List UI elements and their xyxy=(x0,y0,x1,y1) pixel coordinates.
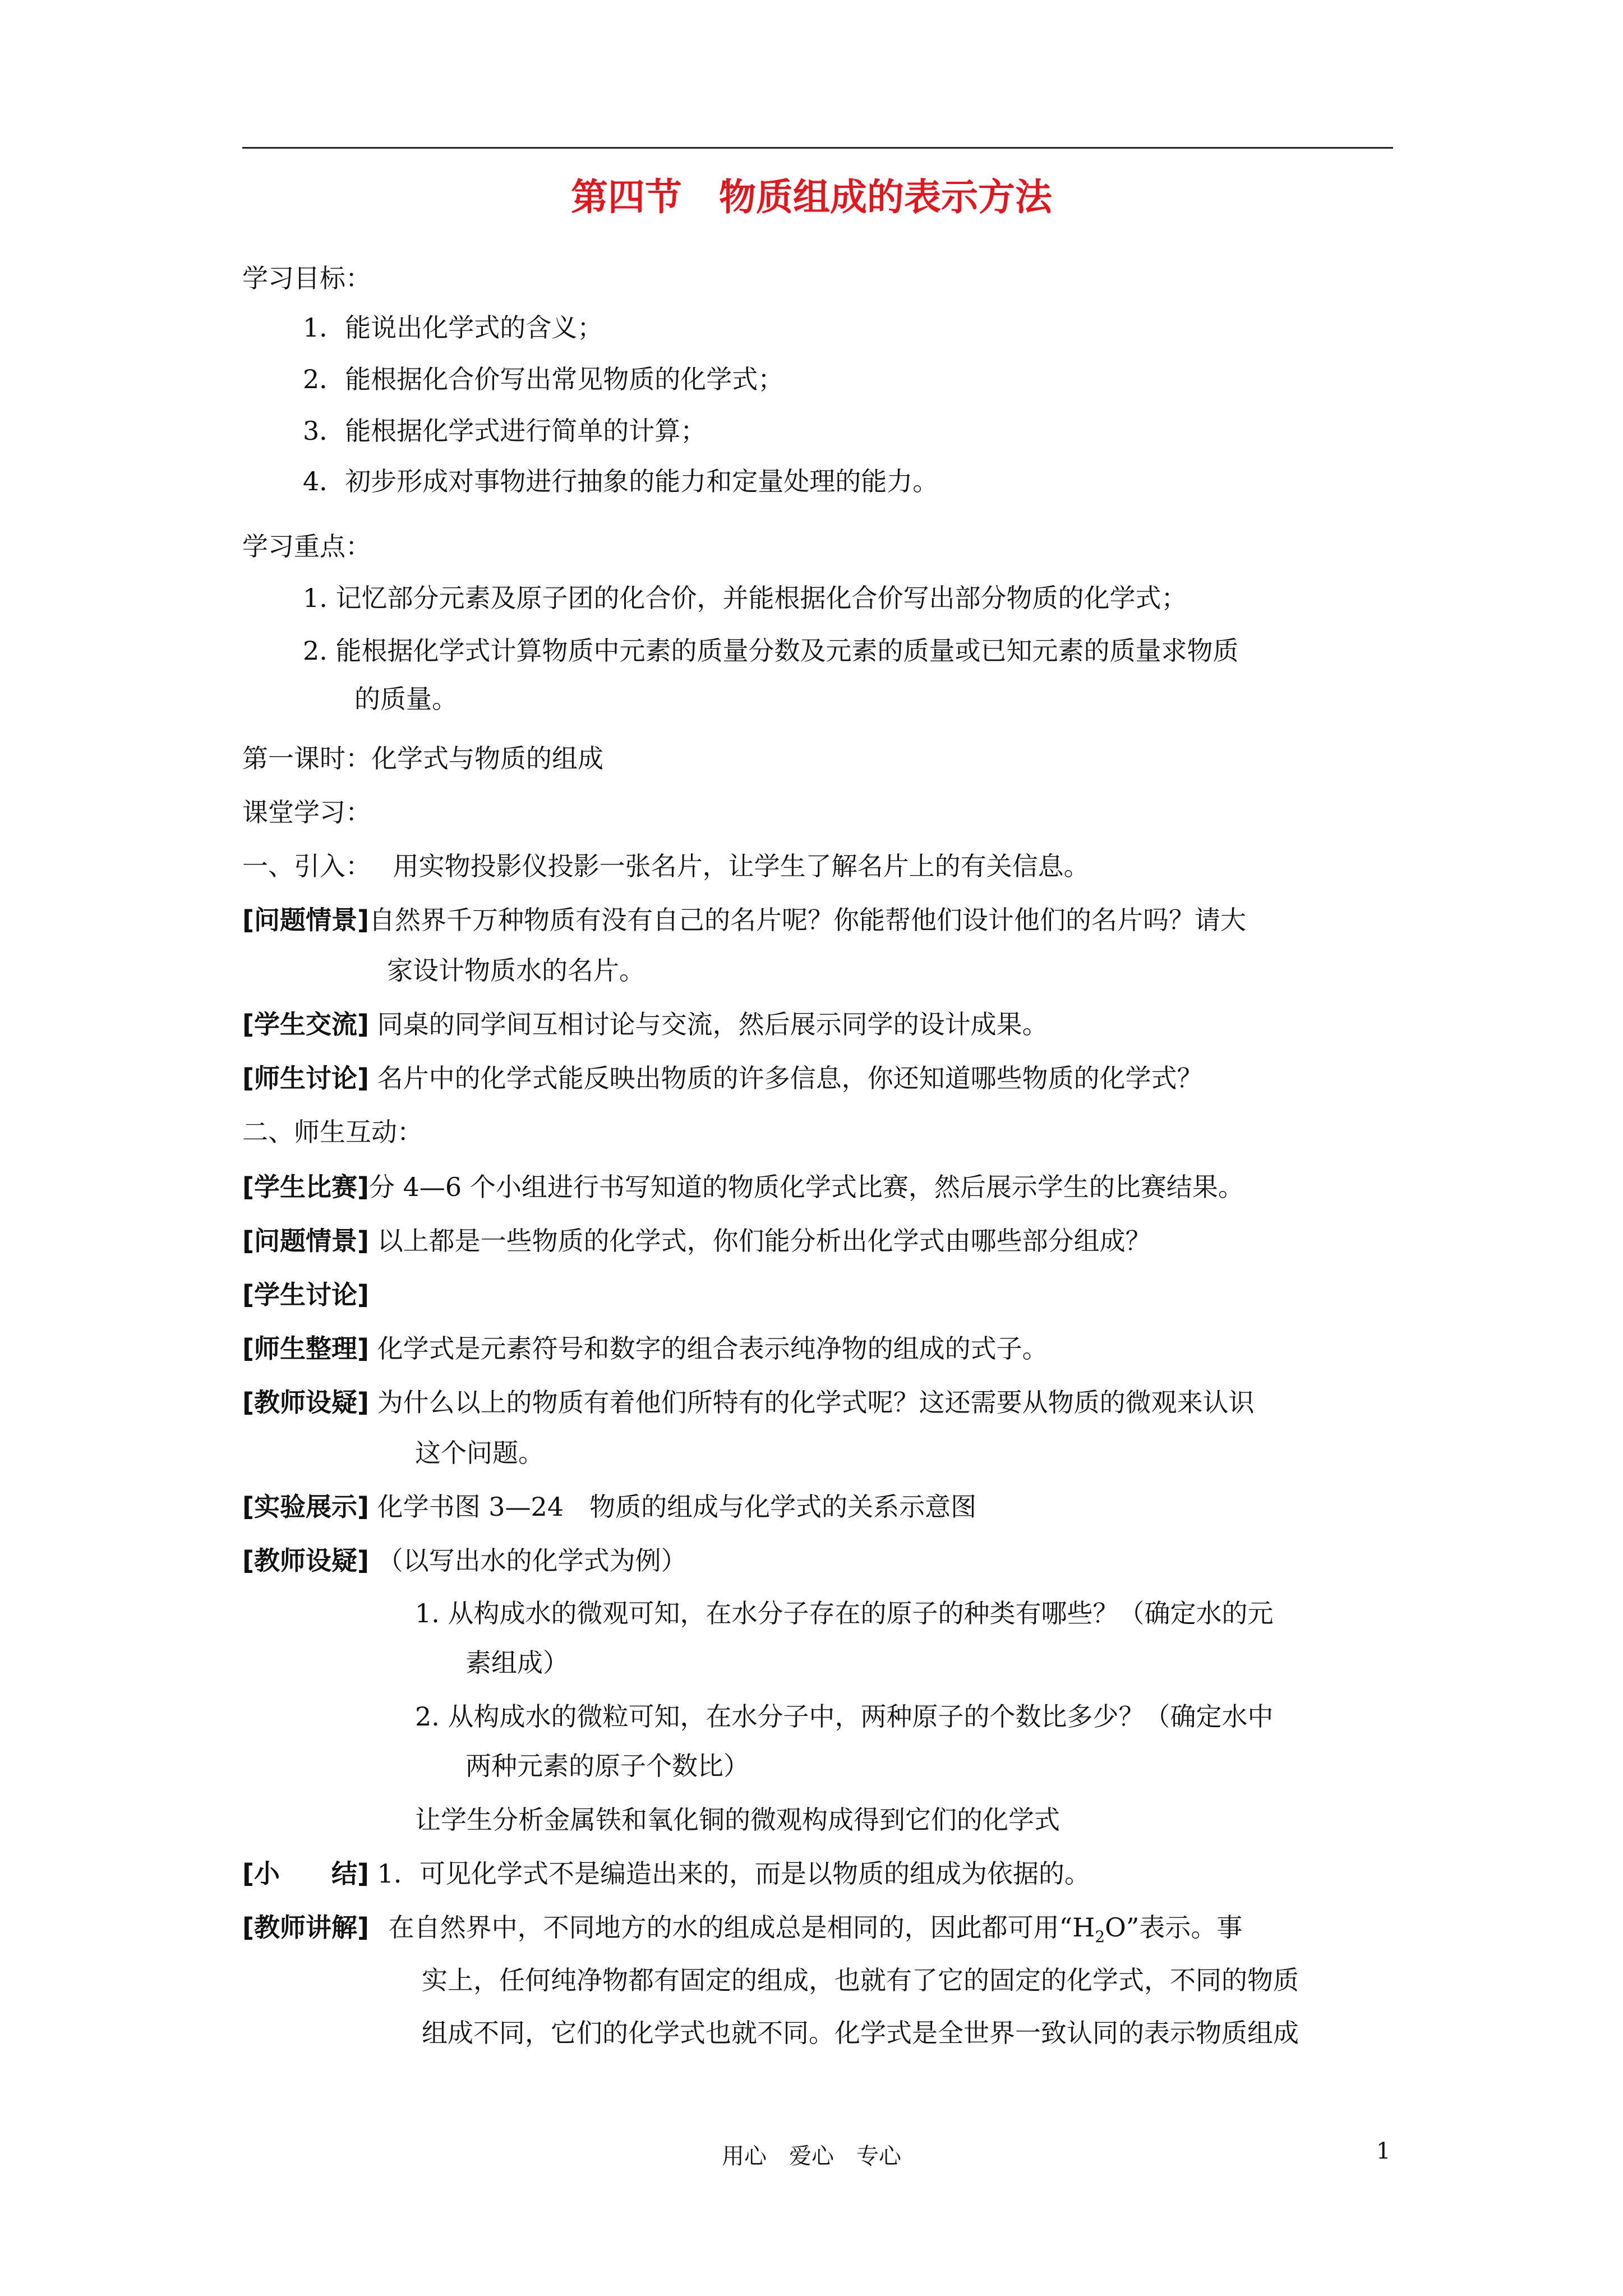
s5-line xyxy=(242,1221,1151,1258)
s12-tag: [教师讲解] xyxy=(242,1912,370,1943)
s11-text: 1．可见化学式不是编造出来的，而是以物质的组成为依据的。 xyxy=(377,1858,1090,1889)
s12-line xyxy=(242,1907,1242,1946)
s10-q1-cont: 素组成） xyxy=(465,1648,569,1678)
s8-text: 为什么以上的物质有着他们所特有的化学式呢？这还需要从物质的微观来认识 xyxy=(377,1387,1255,1418)
interaction-heading: 二、师生互动： xyxy=(242,1117,423,1147)
page-number: 1 xyxy=(1376,2138,1391,2164)
s12-line-3: 组成不同，它们的化学式也就不同。化学式是全世界一致认同的表示物质组成 xyxy=(422,2018,1299,2048)
s7-line xyxy=(242,1328,1048,1365)
s10-tag: [教师设疑] xyxy=(242,1545,370,1576)
s10-text: （以写出水的化学式为例） xyxy=(377,1545,687,1576)
top-rule xyxy=(242,147,1393,149)
s10-q1: 1. 从构成水的微观可知，在水分子存在的原子的种类有哪些？（确定水的元 xyxy=(415,1598,1274,1628)
s1-tag: [问题情景] xyxy=(242,905,370,935)
s11-line xyxy=(242,1853,1090,1890)
goal-item-2: 2．能根据化合价写出常见物质的化学式； xyxy=(303,364,784,394)
s3-text: 名片中的化学式能反映出物质的许多信息，你还知道哪些物质的化学式？ xyxy=(377,1063,1203,1093)
goal-item-4: 4．初步形成对事物进行抽象的能力和定量处理的能力。 xyxy=(303,466,939,496)
s12-text-a: 在自然界中，不同地方的水的组成总是相同的，因此都可用“H xyxy=(388,1912,1095,1943)
s2-tag: [学生交流] xyxy=(242,1009,370,1039)
key-point-2-cont: 的质量。 xyxy=(354,684,458,714)
s6-line xyxy=(242,1274,369,1312)
lesson-heading: 第一课时：化学式与物质的组成 xyxy=(242,743,603,774)
s12-text xyxy=(388,1912,1243,1947)
s1-line xyxy=(242,900,1246,937)
key-point-2: 2. 能根据化学式计算物质中元素的质量分数及元素的质量或已知元素的质量求物质 xyxy=(303,636,1239,666)
s8-line xyxy=(242,1382,1255,1419)
intro-line xyxy=(242,846,1090,883)
s3-line xyxy=(242,1058,1203,1095)
s5-tag: [问题情景] xyxy=(242,1226,370,1256)
s8-tag: [教师设疑] xyxy=(242,1387,370,1418)
goal-item-3: 3．能根据化学式进行简单的计算； xyxy=(303,416,707,446)
s1-cont: 家设计物质水的名片。 xyxy=(387,955,645,986)
s10-q2-cont: 两种元素的原子个数比） xyxy=(465,1751,749,1781)
s7-tag: [师生整理] xyxy=(242,1333,370,1364)
s2-text: 同桌的同学间互相讨论与交流，然后展示同学的设计成果。 xyxy=(377,1009,1048,1039)
key-point-1: 1. 记忆部分元素及原子团的化合价，并能根据化合价写出部分物质的化学式； xyxy=(303,583,1187,613)
s10-line xyxy=(242,1540,687,1577)
s12-subscript: 2 xyxy=(1095,1927,1105,1947)
classroom-heading: 课堂学习： xyxy=(242,797,371,827)
s5-text: 以上都是一些物质的化学式，你们能分析出化学式由哪些部分组成？ xyxy=(377,1226,1151,1256)
s2-line xyxy=(242,1004,1048,1041)
goals-label: 学习目标： xyxy=(242,263,371,293)
s8-cont: 这个问题。 xyxy=(415,1438,544,1468)
intro-label: 一、引入： xyxy=(242,851,371,881)
s4-line xyxy=(242,1167,1244,1204)
key-points-label: 学习重点： xyxy=(242,531,371,562)
s3-tag: [师生讨论] xyxy=(242,1063,370,1093)
s12-line-2: 实上，任何纯净物都有固定的组成，也就有了它的固定的化学式，不同的物质 xyxy=(422,1965,1299,1995)
s12-text-b: O”表示。事 xyxy=(1105,1912,1243,1943)
s11-tag: [小 结] xyxy=(242,1858,370,1889)
s4-tag: [学生比赛] xyxy=(242,1172,370,1202)
s6-tag: [学生讨论] xyxy=(242,1280,370,1310)
s9-text: 化学书图 3—24 物质的组成与化学式的关系示意图 xyxy=(377,1492,977,1522)
s10-note: 让学生分析金属铁和氧化铜的微观构成得到它们的化学式 xyxy=(415,1805,1060,1835)
s4-text: 分 4—6 个小组进行书写知道的物质化学式比赛，然后展示学生的比赛结果。 xyxy=(369,1172,1244,1202)
s7-text: 化学式是元素符号和数字的组合表示纯净物的组成的式子。 xyxy=(377,1333,1048,1364)
intro-text: 用实物投影仪投影一张名片，让学生了解名片上的有关信息。 xyxy=(393,851,1090,881)
page-title: 第四节 物质组成的表示方法 xyxy=(571,175,1052,219)
footer-motto: 用心 爱心 专心 xyxy=(722,2143,901,2169)
s9-line xyxy=(242,1487,976,1524)
goal-item-1: 1．能说出化学式的含义； xyxy=(303,312,603,343)
s1-text: 自然界千万种物质有没有自己的名片呢？你能帮他们设计他们的名片吗？请大 xyxy=(369,905,1247,935)
s9-tag: [实验展示] xyxy=(242,1492,370,1522)
s10-q2: 2. 从构成水的微粒可知，在水分子中，两种原子的个数比多少？（确定水中 xyxy=(415,1701,1274,1732)
